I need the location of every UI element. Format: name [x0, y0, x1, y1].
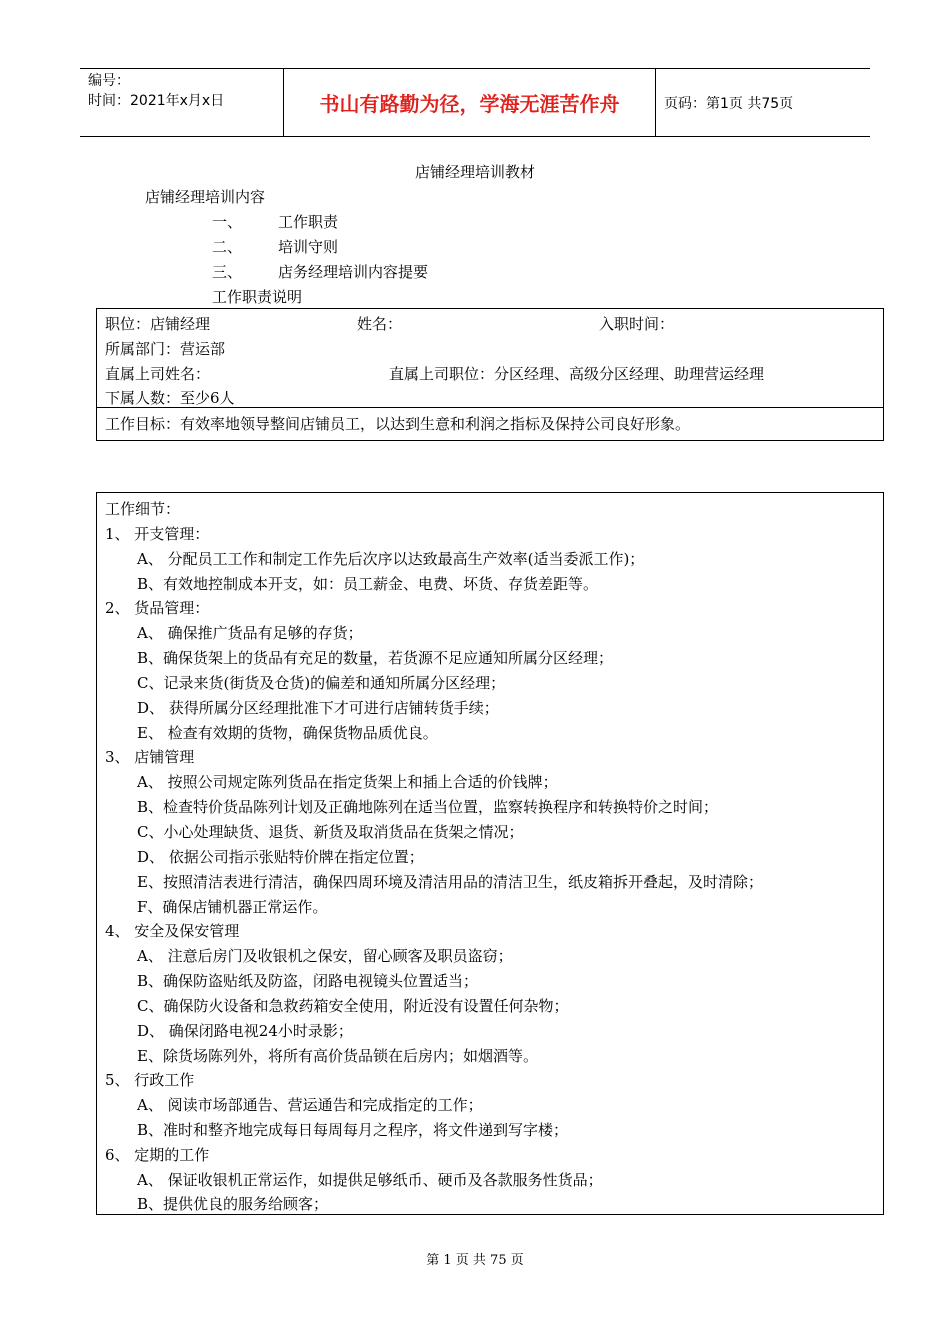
- work-goal: 工作目标：有效率地领导整间店铺员工，以达到生意和利润之指标及保持公司良好形象。: [105, 415, 691, 433]
- page-indicator: 页码：第1页 共75页: [664, 96, 794, 112]
- time-label: 时间：2021年x月x日: [88, 93, 225, 109]
- entry-date-field: 入职时间：: [599, 315, 675, 333]
- detail-line: F、确保店铺机器正常运作。: [137, 898, 328, 916]
- toc-item-3-text: 店务经理培训内容提要: [278, 263, 429, 281]
- job-info-table: [96, 308, 884, 441]
- detail-line: A、 保证收银机正常运作，如提供足够纸币、硬币及各款服务性货品；: [137, 1171, 603, 1189]
- page-footer: 第 1 页 共 75 页: [426, 1253, 524, 1268]
- detail-line: A、 分配员工工作和制定工作先后次序以达致最高生产效率(适当委派工作)；: [137, 550, 645, 568]
- work-details-table: [96, 492, 884, 1215]
- position-field: 职位：店铺经理: [105, 315, 211, 333]
- detail-line: E、按照清洁表进行清洁，确保四周环境及清洁用品的清洁卫生，纸皮箱拆开叠起，及时清除；: [137, 873, 763, 891]
- detail-line: B、确保货架上的货品有充足的数量，若货源不足应通知所属分区经理；: [137, 649, 614, 667]
- detail-line: 5、 行政工作: [105, 1071, 195, 1089]
- detail-line: E、 检查有效期的货物，确保货物品质优良。: [137, 724, 438, 742]
- detail-line: C、确保防火设备和急救药箱安全使用，附近没有设置任何杂物；: [137, 997, 569, 1015]
- supervisor-position-field: 直属上司职位：分区经理、高级分区经理、助理营运经理: [389, 365, 765, 383]
- toc-item-2-text: 培训守则: [278, 238, 339, 256]
- detail-line: B、提供优良的服务给顾客；: [137, 1195, 329, 1213]
- section-heading: 工作职责说明: [212, 288, 303, 306]
- supervisor-name-field: 直属上司姓名：: [105, 365, 211, 383]
- detail-line: 3、 店铺管理: [105, 748, 195, 766]
- toc-item-1-num: 一、: [212, 213, 243, 231]
- detail-line: A、 确保推广货品有足够的存货；: [137, 624, 363, 642]
- detail-line: A、 阅读市场部通告、营运通告和完成指定的工作；: [137, 1096, 483, 1114]
- subordinates-field: 下属人数：至少6人: [105, 389, 235, 407]
- detail-line: D、 获得所属分区经理批准下才可进行店铺转货手续；: [137, 699, 499, 717]
- page-header: [80, 68, 870, 137]
- detail-line: E、除货场陈列外，将所有高价货品锁在后房内；如烟酒等。: [137, 1047, 538, 1065]
- detail-line: D、 依据公司指示张贴特价牌在指定位置；: [137, 848, 424, 866]
- toc-item-2-num: 二、: [212, 238, 243, 256]
- detail-line: B、准时和整齐地完成每日每周每月之程序，将文件递到写字楼；: [137, 1121, 569, 1139]
- department-field: 所属部门：营运部: [105, 340, 226, 358]
- detail-line: 6、 定期的工作: [105, 1146, 210, 1164]
- detail-line: 4、 安全及保安管理: [105, 922, 240, 940]
- serial-label: 编号：: [88, 73, 130, 89]
- header-meta: [88, 71, 224, 111]
- detail-line: 1、 开支管理：: [105, 525, 210, 543]
- detail-line: B、有效地控制成本开支，如：员工薪金、电费、坏货、存货差距等。: [137, 575, 599, 593]
- name-field: 姓名：: [357, 315, 403, 333]
- motto: 书山有路勤为径，学海无涯苦作舟: [283, 69, 656, 136]
- document-title: 店铺经理培训教材: [414, 163, 535, 181]
- detail-line: 2、 货品管理：: [105, 599, 210, 617]
- toc-heading: 店铺经理培训内容: [145, 188, 266, 206]
- detail-line: A、 注意后房门及收银机之保安，留心顾客及职员盗窃；: [137, 947, 513, 965]
- detail-line: B、确保防盗贴纸及防盗，闭路电视镜头位置适当；: [137, 972, 479, 990]
- table-divider: [97, 407, 883, 408]
- detail-line: B、检查特价货品陈列计划及正确地陈列在适当位置，监察转换程序和转换特价之时间；: [137, 798, 719, 816]
- detail-line: D、 确保闭路电视24小时录影；: [137, 1022, 353, 1040]
- toc-item-3-num: 三、: [212, 263, 243, 281]
- toc-item-1-text: 工作职责: [278, 213, 339, 231]
- detail-line: C、小心处理缺货、退货、新货及取消货品在货架之情况；: [137, 823, 524, 841]
- detail-line: A、 按照公司规定陈列货品在指定货架上和插上合适的价钱牌；: [137, 773, 558, 791]
- details-heading: 工作细节：: [105, 500, 181, 518]
- detail-line: C、记录来货(街货及仓货)的偏差和通知所属分区经理；: [137, 674, 506, 692]
